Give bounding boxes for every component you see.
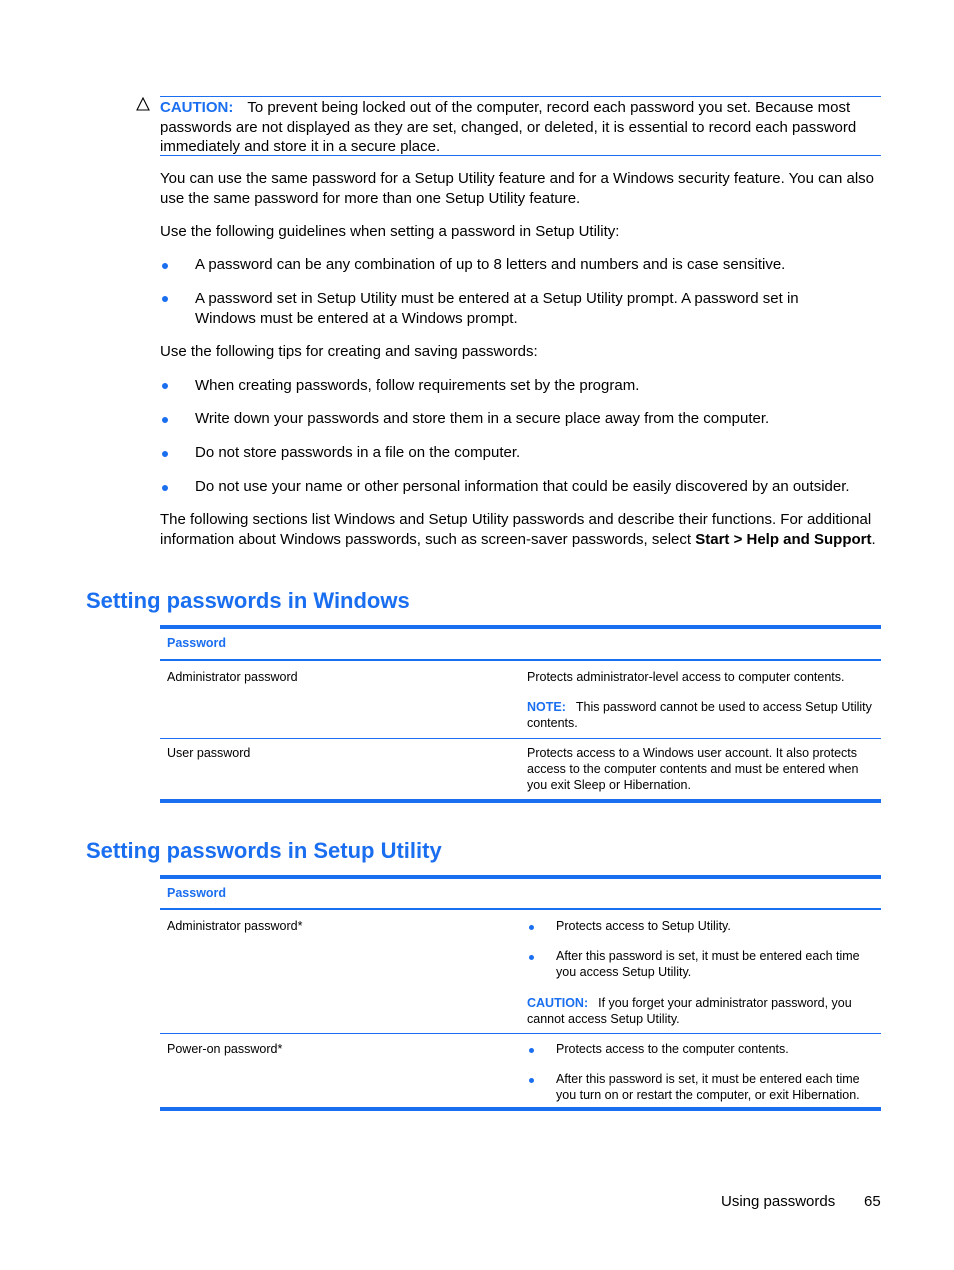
intro-paragraph-4-end: .	[871, 530, 876, 548]
table-bullet-item: After this password is set, it must be entered each time you access Setup Utility.	[556, 949, 860, 979]
bullet-icon	[162, 383, 168, 389]
table-cell-name: Power-on password*	[167, 1042, 283, 1056]
table-caution	[527, 995, 877, 1027]
note-text: This password cannot be used to access Setup Utility contents.	[527, 700, 872, 730]
table-cell-desc: Protects access to a Windows user account. It also protects access to the computer contents and must be entered when you exit Sleep or Hibernation.	[527, 746, 859, 792]
table-cell-desc: Protects administrator-level access to computer contents.	[527, 670, 845, 684]
table-bullet-item: Protects access to the computer contents.	[556, 1042, 789, 1056]
table-cell-name: User password	[167, 746, 251, 760]
table-header-password: Password	[167, 886, 227, 900]
warning-icon	[136, 97, 150, 111]
table-bottom-rule	[160, 1107, 881, 1111]
caution-text	[160, 98, 881, 157]
section-heading-setup-utility: Setting passwords in Setup Utility	[86, 838, 442, 863]
tip-item: Do not store passwords in a file on the computer.	[195, 444, 521, 461]
table-header-rule	[160, 659, 881, 661]
table-top-rule	[160, 875, 881, 879]
bullet-icon	[162, 417, 168, 423]
intro-paragraph-2: Use the following guidelines when setting a password in Setup Utility:	[160, 223, 620, 240]
caution-body: To prevent being locked out of the computer, record each password you set. Because most passwords are not displayed as they are set, changed, or deleted, it is essential to record each password immediately and store it in a secure place.	[160, 99, 857, 155]
bullet-icon	[529, 955, 534, 960]
bullet-icon	[529, 1078, 534, 1083]
table-top-rule	[160, 625, 881, 629]
table-bullet-item: After this password is set, it must be entered each time you turn on or restart the computer, or exit Hibernation.	[556, 1072, 860, 1102]
table-cell-name: Administrator password	[167, 670, 298, 684]
table-bullet-item: Protects access to Setup Utility.	[556, 919, 731, 933]
table-header-password: Password	[167, 636, 227, 650]
table-cell-name: Administrator password*	[167, 919, 303, 933]
bullet-icon	[529, 925, 534, 930]
page-number: 65	[864, 1193, 881, 1210]
caution-text: If you forget your administrator password, you cannot access Setup Utility.	[527, 996, 852, 1026]
footer-section-title: Using passwords	[721, 1193, 836, 1210]
table-bottom-rule	[160, 799, 881, 803]
intro-paragraph-4-text: The following sections list Windows and Setup Utility passwords and describe their functions. For additional information about Windows passwords, such as screen-saver passwords, select	[160, 511, 872, 548]
note-label: NOTE:	[527, 700, 566, 714]
bullet-icon	[162, 296, 168, 302]
intro-paragraph-4	[160, 510, 885, 549]
guideline-item: A password set in Setup Utility must be entered at a Setup Utility prompt. A password set in Windows must be entered at a Windows prompt.	[195, 290, 799, 327]
intro-paragraph-3: Use the following tips for creating and saving passwords:	[160, 343, 538, 360]
help-and-support-path: Start > Help and Support	[695, 530, 872, 548]
caution-box	[160, 96, 881, 156]
bullet-icon	[162, 263, 168, 269]
caution-label: CAUTION:	[160, 99, 234, 116]
caution-label: CAUTION:	[527, 996, 589, 1010]
tip-item: Write down your passwords and store them in a secure place away from the computer.	[195, 410, 770, 427]
table-row-divider	[160, 1033, 881, 1034]
bullet-icon	[162, 451, 168, 457]
tip-item: Do not use your name or other personal information that could be easily discovered by an outsider.	[195, 478, 850, 495]
tip-item: When creating passwords, follow requirements set by the program.	[195, 377, 640, 394]
bullet-icon	[529, 1048, 534, 1053]
table-note	[527, 699, 877, 731]
section-heading-windows: Setting passwords in Windows	[86, 588, 410, 613]
table-row-divider	[160, 738, 881, 739]
intro-paragraph-1: You can use the same password for a Setup Utility feature and for a Windows security feature. You can also use the same password for more than one Setup Utility feature.	[160, 170, 875, 207]
bullet-icon	[162, 485, 168, 491]
table-header-rule	[160, 908, 881, 910]
guideline-item: A password can be any combination of up to 8 letters and numbers and is case sensitive.	[195, 256, 786, 273]
